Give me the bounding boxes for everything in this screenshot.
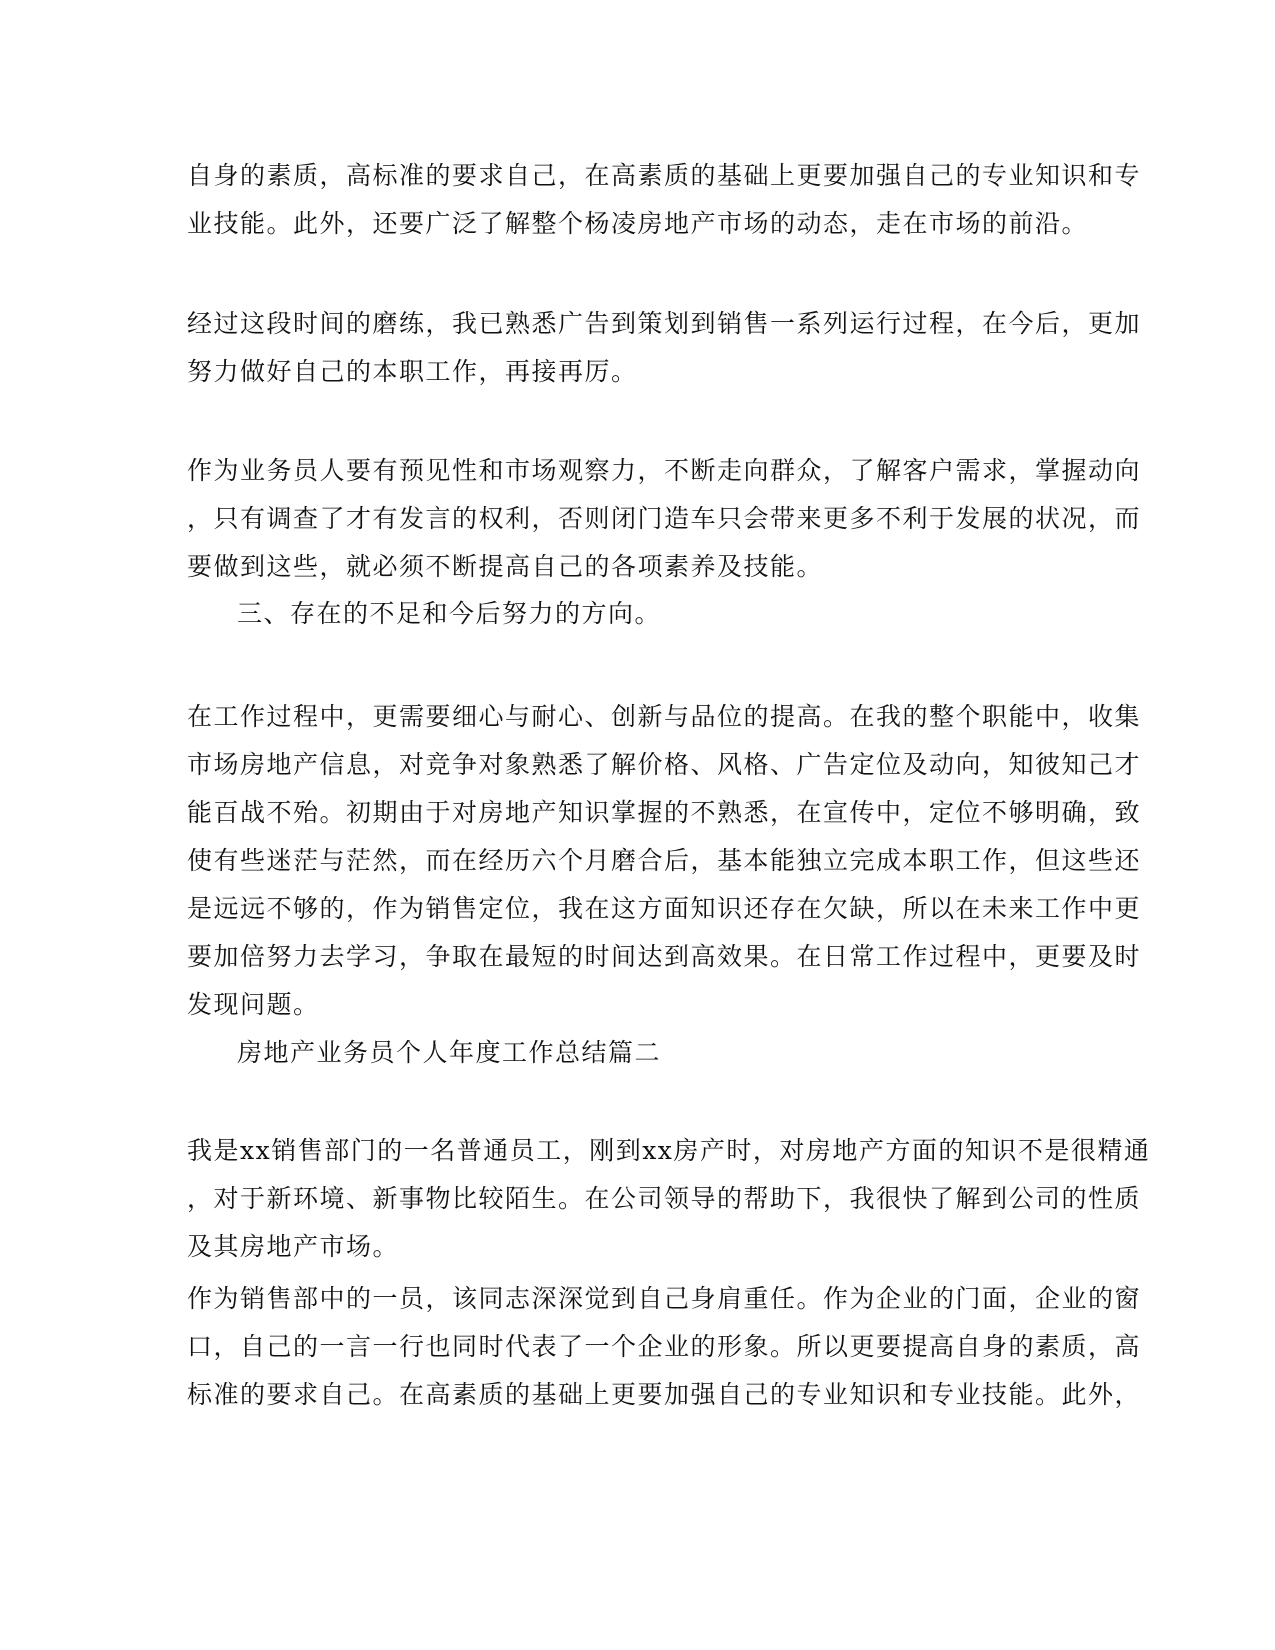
- text-line: ，对于新环境、新事物比较陌生。在公司领导的帮助下，我很快了解到公司的性质: [187, 1184, 1142, 1213]
- text-line: 发现问题。: [187, 990, 320, 1019]
- text-line: 标准的要求自己。在高素质的基础上更要加强自己的专业知识和专业技能。此外，: [187, 1380, 1142, 1409]
- text-line: 是远远不够的，作为销售定位，我在这方面知识还存在欠缺，所以在未来工作中更: [187, 894, 1142, 923]
- paragraph: [187, 152, 1142, 248]
- section-heading-text: 三、存在的不足和今后努力的方向。: [237, 599, 662, 628]
- paragraph: [187, 1127, 1151, 1271]
- text-line: 及其房地产市场。: [187, 1232, 400, 1261]
- text-line: 要加倍努力去学习，争取在最短的时间达到高效果。在日常工作过程中，更要及时: [187, 942, 1142, 971]
- text-line: 业技能。此外，还要广泛了解整个杨凌房地产市场的动态，走在市场的前沿。: [187, 209, 1089, 238]
- section-heading-text: 房地产业务员个人年度工作总结篇二: [237, 1038, 662, 1067]
- text-line: 作为业务员人要有预见性和市场观察力，不断走向群众，了解客户需求，掌握动向: [187, 456, 1142, 485]
- text-line: 努力做好自己的本职工作，再接再厉。: [187, 357, 638, 386]
- text-line: 要做到这些，就必须不断提高自己的各项素养及技能。: [187, 552, 824, 581]
- section-heading: [187, 590, 1092, 638]
- section-heading: [187, 1029, 1092, 1077]
- text-line: 在工作过程中，更需要细心与耐心、创新与品位的提高。在我的整个职能中，收集: [187, 702, 1142, 731]
- text-line: 使有些迷茫与茫然，而在经历六个月磨合后，基本能独立完成本职工作，但这些还: [187, 846, 1142, 875]
- text-line: 经过这段时间的磨练，我已熟悉广告到策划到销售一系列运行过程，在今后，更加: [187, 309, 1142, 338]
- text-line: ，只有调查了才有发言的权利，否则闭门造车只会带来更多不利于发展的状况，而: [187, 504, 1142, 533]
- paragraph: [187, 447, 1142, 591]
- text-line: 能百战不殆。初期由于对房地产知识掌握的不熟悉，在宣传中，定位不够明确，致: [187, 798, 1142, 827]
- text-line: 我是xx销售部门的一名普通员工，刚到xx房产时，对房地产方面的知识不是很精通: [187, 1136, 1151, 1165]
- text-line: 自身的素质，高标准的要求自己，在高素质的基础上更要加强自己的专业知识和专: [187, 161, 1142, 190]
- text-line: 市场房地产信息，对竞争对象熟悉了解价格、风格、广告定位及动向，知彼知己才: [187, 750, 1142, 779]
- paragraph: [187, 1275, 1142, 1419]
- paragraph: [187, 300, 1142, 396]
- paragraph: [187, 693, 1142, 1029]
- text-line: 口，自己的一言一行也同时代表了一个企业的形象。所以更要提高自身的素质，高: [187, 1332, 1142, 1361]
- text-line: 作为销售部中的一员，该同志深深觉到自己身肩重任。作为企业的门面，企业的窗: [187, 1284, 1142, 1313]
